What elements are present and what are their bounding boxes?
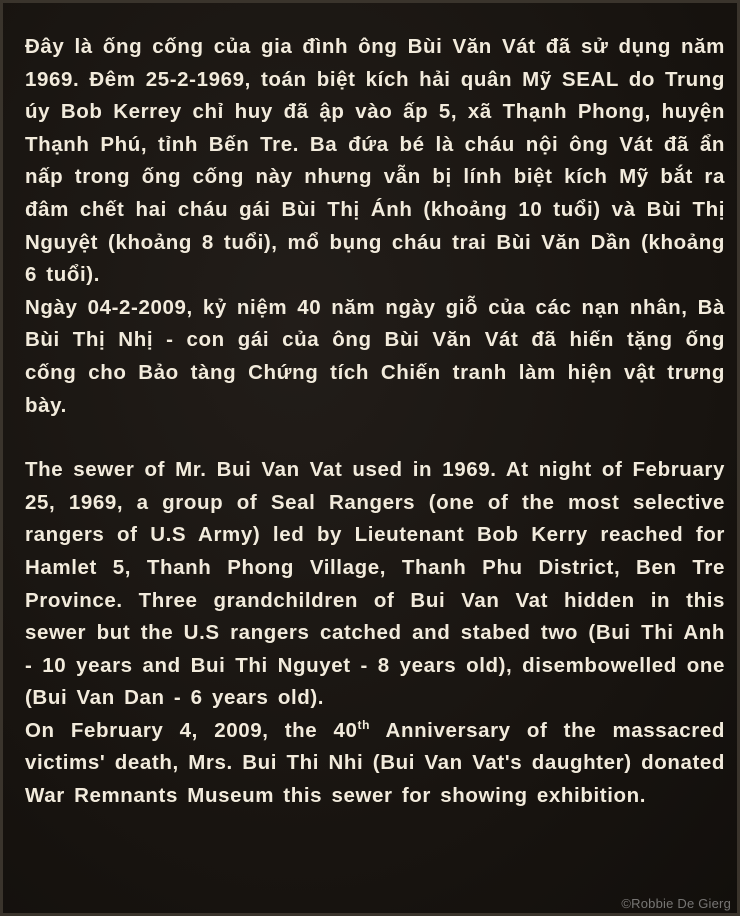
vietnamese-paragraph-2: Ngày 04-2-2009, kỷ niệm 40 năm ngày giỗ của các nạn nhân, Bà Bùi Thị Nhị - con gái của ông Bùi Văn Vát đã hiến tặng ống cống cho Bảo tàng Chứng tích Chiến tranh làm hiện vật trưng bày. bbox=[25, 295, 725, 417]
english-paragraph-2-start: On February 4, 2009, the 40 bbox=[25, 718, 358, 742]
plaque-text-area bbox=[25, 31, 725, 813]
vietnamese-paragraph-1: Đây là ống cống của gia đình ông Bùi Văn Vát đã sử dụng năm 1969. Đêm 25-2-1969, toán biệt kích hải quân Mỹ SEAL do Trung úy Bob Kerrey chỉ huy đã ập vào ấp 5, xã Thạnh Phong, huyện Thạnh Phú, tỉnh Bến Tre. Ba đứa bé là cháu nội ông Vát đã ẩn nấp trong ống cống này nhưng vẫn bị lính biệt kích Mỹ bắt ra đâm chết hai cháu gái Bùi Thị Ánh (khoảng 10 tuổi) và Bùi Thị Nguyệt (khoảng 8 tuổi), mổ bụng cháu trai Bùi Văn Dần (khoảng 6 tuổi). bbox=[25, 35, 725, 287]
english-paragraph-2-end: Anniversary of the massacred victims' death, Mrs. Bui Thi Nhi (Bui Van Vat's daughter) donated War Remnants Museum this sewer for showing exhibition. bbox=[25, 718, 725, 808]
photo-watermark: ©Robbie De Gierg bbox=[621, 896, 731, 911]
english-paragraph-1: The sewer of Mr. Bui Van Vat used in 1969. At night of February 25, 1969, a group of Seal Rangers (one of the most selective rangers of U.S Army) led by Lieutenant Bob Kerry reached for Hamlet 5, Thanh Phong Village, Thanh Phu District, Ben Tre Province. Three grandchildren of Bui Van Vat hidden in this sewer but the U.S rangers catched and stabed two (Bui Thi Anh - 10 years and Bui Thi Nguyet - 8 years old), disembowelled one (Bui Van Dan - 6 years old). bbox=[25, 458, 725, 710]
ordinal-superscript: th bbox=[357, 718, 371, 733]
english-paragraph-2 bbox=[25, 715, 725, 813]
paragraph-spacer bbox=[25, 422, 725, 454]
